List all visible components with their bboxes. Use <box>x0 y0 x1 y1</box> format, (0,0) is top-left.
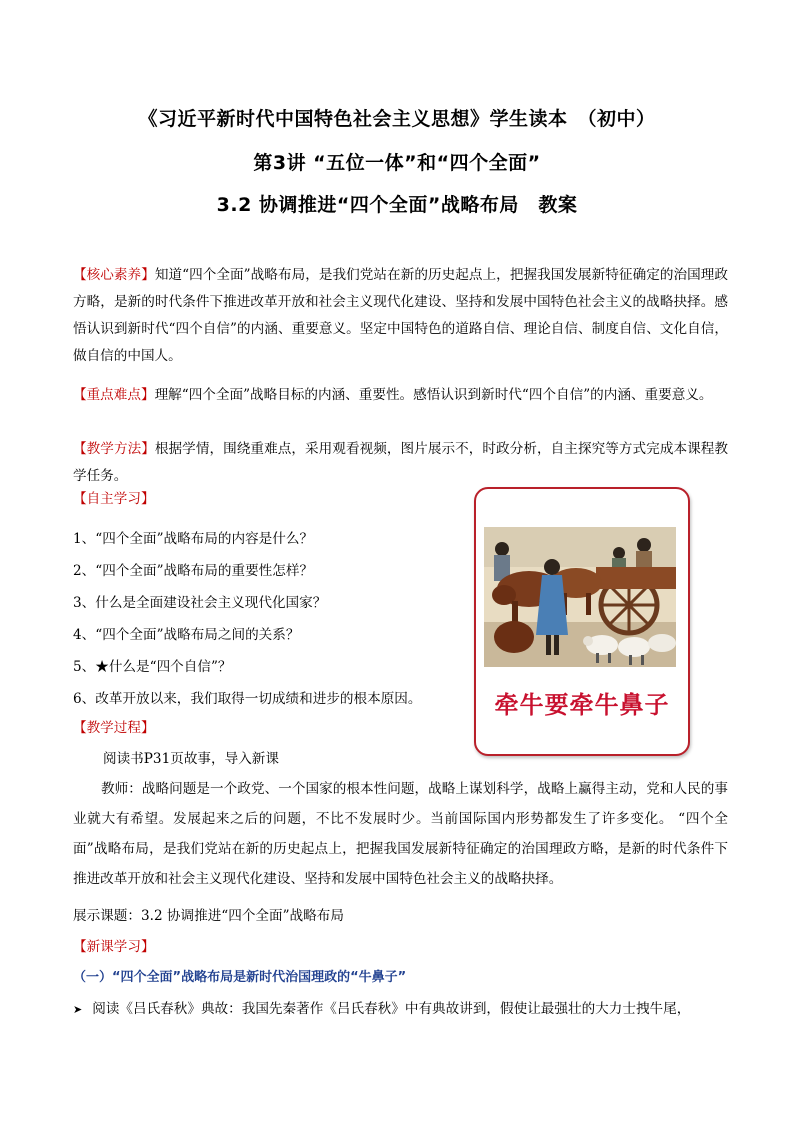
bullet-item <box>73 999 690 1020</box>
self-study-heading: 【自主学习】 <box>73 491 155 507</box>
teaching-method-label: 【教学方法】 <box>73 441 155 457</box>
new-learning-heading: 【新课学习】 <box>73 939 155 955</box>
illustration-card <box>474 487 690 756</box>
reading-instruction: 阅读书P31页故事，导入新课 <box>103 751 279 767</box>
teaching-process-heading: 【教学过程】 <box>73 720 155 736</box>
question-item: 2、“四个全面”战略布局的重要性怎样？ <box>73 563 314 579</box>
bullet-text: 阅读《吕氏春秋》典故：我国先秦著作《吕氏春秋》中有典故讲到，假使让最强壮的大力士拽牛尾， <box>92 1001 691 1017</box>
key-points-paragraph <box>73 383 728 407</box>
document-title: 《习近平新时代中国特色社会主义思想》学生读本 （初中） <box>138 108 656 130</box>
key-points-label: 【重点难点】 <box>73 387 155 403</box>
teacher-paragraph: 教师：战略问题是一个政党、一个国家的根本性问题，战略上谋划科学，战略上赢得主动，党和人民的事业就大有希望。发展起来之后的问题，不比不发展时少。当前国际国内形势都发生了许多变化。 “四个全面”战略布局，是我们党站在新的历史起点上，把握我国发展新特征确定的治国理政方略，是新的时代条件下推进改革开放和社会主义现代化建设、坚持和发展中国特色社会主义的战略抉择。 <box>73 781 728 887</box>
lecture-title: 第3讲 “五位一体”和“四个全面” <box>253 152 541 174</box>
question-item: 3、什么是全面建设社会主义现代化国家？ <box>73 595 327 611</box>
ox-cart-illustration <box>484 527 676 667</box>
core-literacy-paragraph <box>73 262 728 370</box>
section-one-heading: （一）“四个全面”战略布局是新时代治国理政的“牛鼻子” <box>73 970 407 985</box>
question-item: 1、“四个全面”战略布局的内容是什么？ <box>73 531 314 547</box>
question-item: 4、“四个全面”战略布局之间的关系？ <box>73 627 300 643</box>
topic-display-line: 展示课题：3.2 协调推进“四个全面”战略布局 <box>73 908 344 924</box>
lesson-title: 3.2 协调推进“四个全面”战略布局 教案 <box>216 194 578 216</box>
illustration-caption: 牵牛要牵牛鼻子 <box>494 691 670 719</box>
teaching-method-paragraph <box>73 436 728 490</box>
teaching-method-text: 根据学情，围绕重难点，采用观看视频，图片展示不，时政分析，自主探究等方式完成本课程教学任务。 <box>73 441 729 484</box>
question-item: 5、★什么是“四个自信”？ <box>73 659 232 675</box>
question-item: 6、改革开放以来，我们取得一切成绩和进步的根本原因。 <box>73 691 422 707</box>
arrow-bullet-icon: ➤ <box>73 1003 83 1016</box>
key-points-text: 理解“四个全面”战略目标的内涵、重要性。感悟认识到新时代“四个自信”的内涵、重要意义。 <box>154 387 713 403</box>
core-literacy-text: 知道“四个全面”战略布局，是我们党站在新的历史起点上，把握我国发展新特征确定的治国理政方略，是新的时代条件下推进改革开放和社会主义现代化建设、坚持和发展中国特色社会主义的战略抉择。感悟认识到新时代“四个自信”的内涵、重要意义。坚定中国特色的道路自信、理论自信、制度自信、文化自信，做自信的中国人。 <box>73 267 728 364</box>
core-literacy-label: 【核心素养】 <box>73 267 155 283</box>
